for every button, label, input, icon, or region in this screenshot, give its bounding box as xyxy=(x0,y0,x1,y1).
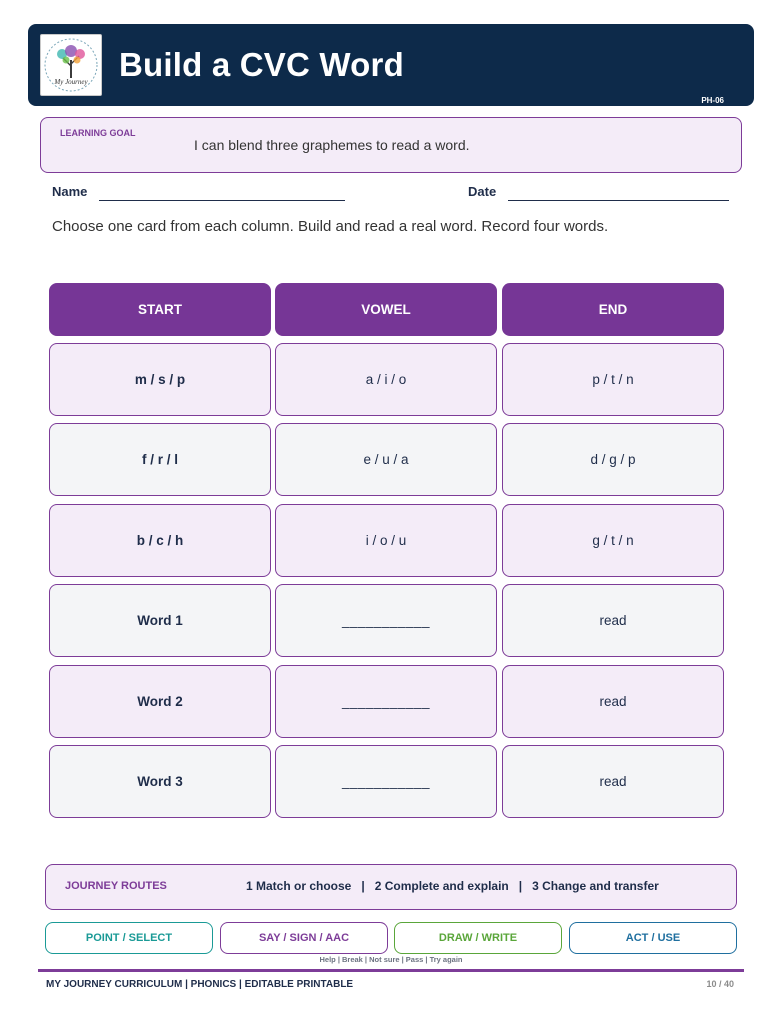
instructions: Choose one card from each column. Build and read a real word. Record four words. xyxy=(52,218,609,235)
logo-text: My Journey xyxy=(54,78,88,86)
journey-routes-label: JOURNEY ROUTES xyxy=(65,880,167,892)
card-start-2[interactable]: f / r / l xyxy=(49,423,271,496)
card-vowel-3[interactable]: i / o / u xyxy=(275,504,497,577)
date-field[interactable] xyxy=(508,200,729,201)
name-label: Name xyxy=(52,184,88,199)
card-end-1[interactable]: p / t / n xyxy=(502,343,724,416)
point-select-button[interactable]: POINT / SELECT xyxy=(45,922,213,954)
page-code: PH-06 xyxy=(701,96,724,105)
card-end-2[interactable]: d / g / p xyxy=(502,423,724,496)
learning-goal-box xyxy=(40,117,742,173)
help-text: Help | Break | Not sure | Pass | Try again xyxy=(319,955,463,964)
word-2-read: read xyxy=(502,665,724,738)
word-1-blank[interactable]: ___________ xyxy=(275,584,497,657)
draw-write-button[interactable]: DRAW / WRITE xyxy=(394,922,562,954)
word-2-label: Word 2 xyxy=(49,665,271,738)
journey-routes-box xyxy=(45,864,737,910)
word-2-blank[interactable]: ___________ xyxy=(275,665,497,738)
say-sign-aac-button[interactable]: SAY / SIGN / AAC xyxy=(220,922,388,954)
page-title: Build a CVC Word xyxy=(119,46,404,83)
word-3-read: read xyxy=(502,745,724,818)
header-end: END xyxy=(502,283,724,336)
card-end-3[interactable]: g / t / n xyxy=(502,504,724,577)
word-3-label: Word 3 xyxy=(49,745,271,818)
card-start-3[interactable]: b / c / h xyxy=(49,504,271,577)
card-start-1[interactable]: m / s / p xyxy=(49,343,271,416)
page-header xyxy=(28,24,754,106)
card-vowel-2[interactable]: e / u / a xyxy=(275,423,497,496)
footer-divider xyxy=(38,969,744,972)
learning-goal-label: LEARNING GOAL xyxy=(60,128,136,138)
date-label: Date xyxy=(468,184,497,199)
act-use-button[interactable]: ACT / USE xyxy=(569,922,737,954)
learning-goal-text: I can blend three graphemes to read a word. xyxy=(194,137,470,153)
header-start: START xyxy=(49,283,271,336)
page-number: 10 / 40 xyxy=(706,979,734,989)
name-field[interactable] xyxy=(99,200,345,201)
word-3-blank[interactable]: ___________ xyxy=(275,745,497,818)
word-1-label: Word 1 xyxy=(49,584,271,657)
footer-title: MY JOURNEY CURRICULUM | PHONICS | EDITABLE PRINTABLE xyxy=(46,979,354,990)
tree-logo-icon xyxy=(40,34,102,96)
journey-routes-text: 1 Match or choose | 2 Complete and explain | 3 Change and transfer xyxy=(246,879,659,893)
card-vowel-1[interactable]: a / i / o xyxy=(275,343,497,416)
word-1-read: read xyxy=(502,584,724,657)
header-vowel: VOWEL xyxy=(275,283,497,336)
